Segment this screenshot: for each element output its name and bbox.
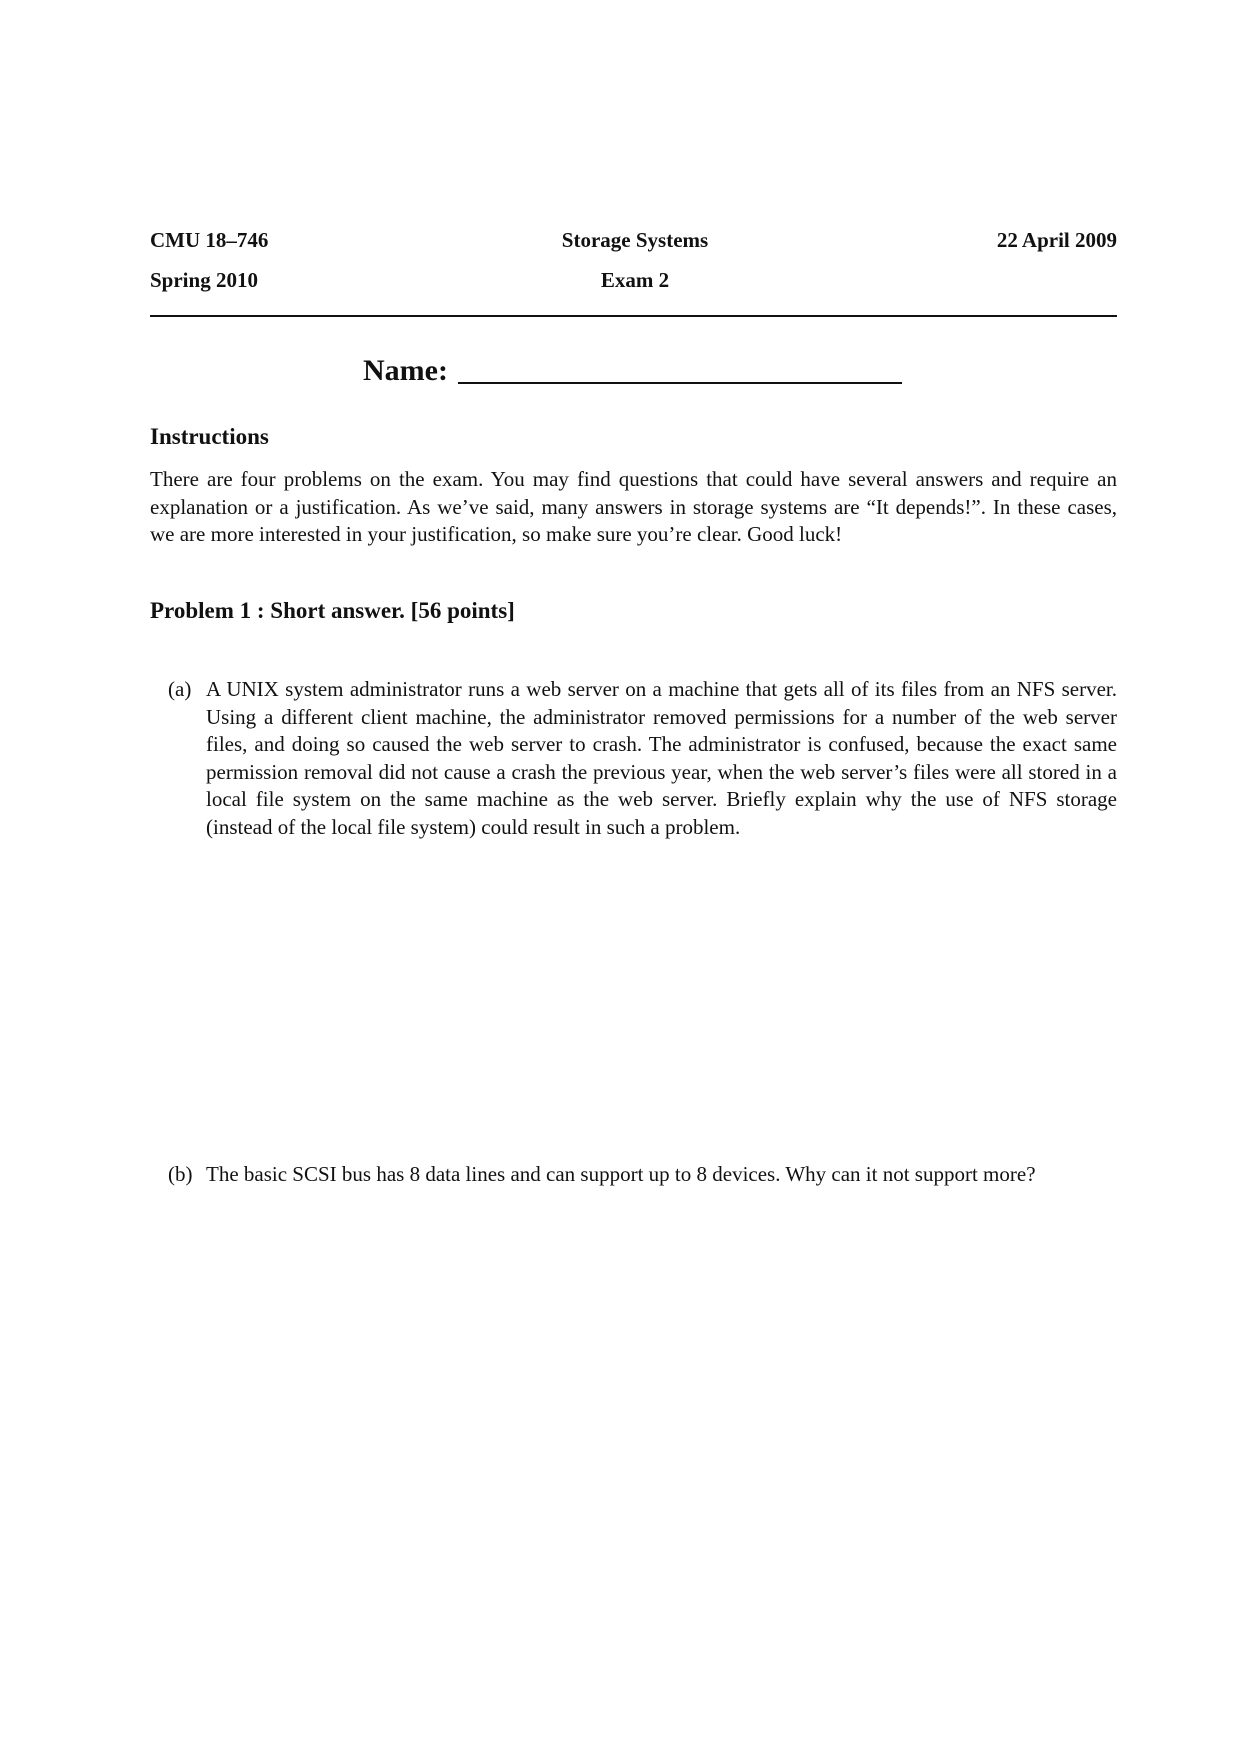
question-b-text: The basic SCSI bus has 8 data lines and can support up to 8 devices. Why can it not support more? — [206, 1162, 1036, 1186]
question-a — [168, 676, 1117, 841]
exam-number: Exam 2 — [600, 268, 670, 292]
name-blank-line[interactable] — [458, 352, 902, 384]
question-a-text: A UNIX system administrator runs a web server on a machine that gets all of its files from an NFS server. Using a different client machine, the administrator removed permissions for a number of the web server files, and doing so caused the web server to crash. The administrator is confused, because the exact same permission removal did not cause a crash the previous year, when the web server’s files were all stored in a local file system on the same machine as the web server. Briefly explain why the use of NFS storage (instead of the local file system) could result in such a problem. — [206, 677, 1117, 839]
problem-1-heading: Problem 1 : Short answer. [56 points] — [150, 598, 515, 623]
question-b-label: (b) — [168, 1162, 193, 1186]
semester: Spring 2010 — [150, 268, 258, 292]
instructions-heading: Instructions — [150, 424, 269, 449]
name-label: Name: — [363, 354, 448, 387]
header-divider — [150, 315, 1117, 317]
course-code: CMU 18–746 — [150, 228, 269, 252]
question-a-label: (a) — [168, 677, 192, 701]
question-b — [168, 1161, 1117, 1189]
instructions-text: There are four problems on the exam. You may find questions that could have several answers and require an explanation or a justification. As we’ve said, many answers in storage systems are “It depends!”. In these cases, we are more interested in your justification, so make sure you’re clear. Good luck! — [150, 467, 1117, 546]
name-field — [363, 352, 902, 389]
course-subject: Storage Systems — [561, 228, 709, 252]
exam-date: 22 April 2009 — [996, 228, 1117, 252]
